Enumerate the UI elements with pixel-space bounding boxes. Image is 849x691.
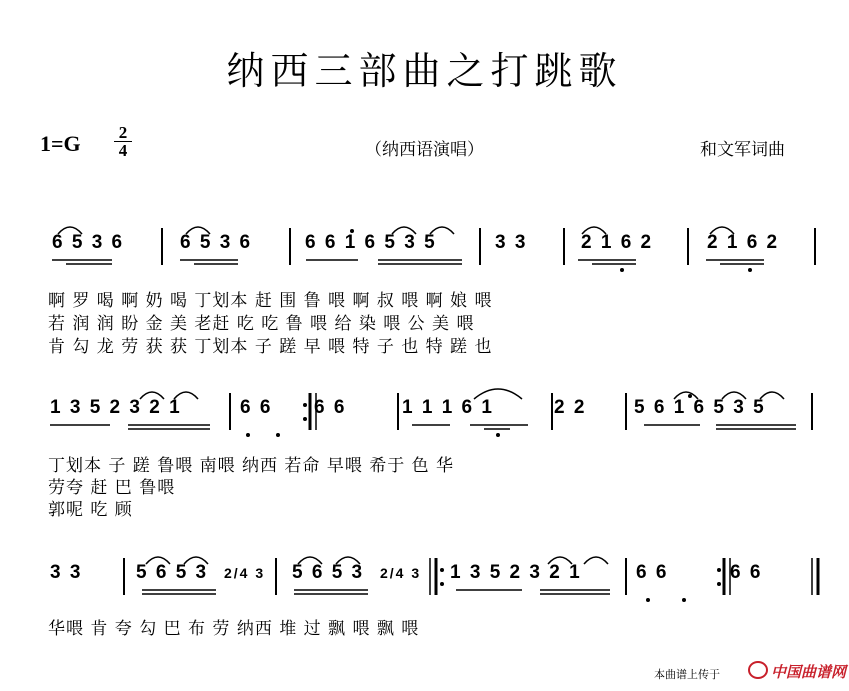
time-signature-bottom: 4 xyxy=(118,141,128,160)
staff-1-notes xyxy=(52,232,797,254)
measure: 2 1 6 2 xyxy=(581,232,654,253)
time-signature xyxy=(112,124,134,159)
composer-credit: 和文军词曲 xyxy=(700,140,785,160)
staff-1 xyxy=(0,210,849,280)
measure: 6 5 3 6 xyxy=(180,232,253,253)
measure: 6 6 xyxy=(636,562,669,583)
language-note: （纳西语演唱） xyxy=(365,140,484,160)
staff-3-lyrics-1: 华喂 肯 夸 勾 巴 布 劳 纳西 堆 过 飘 喂 飘 喂 xyxy=(48,619,420,639)
staff-3-notes xyxy=(50,562,800,584)
measure: 6 6 1 6 5 3 5 xyxy=(305,232,437,253)
measure: 1 3 5 2 3 2 1 xyxy=(450,562,582,583)
measure: 5 6 5 3 xyxy=(136,562,209,583)
site-watermark xyxy=(748,661,846,682)
staff-2-lyrics-1: 丁划本 子 蹉 鲁喂 南喂 纳西 若命 早喂 希于 色 华 xyxy=(48,456,455,476)
site-name: 中国曲谱网 xyxy=(771,663,847,681)
measure: 6 6 xyxy=(730,562,763,583)
measure: 5 6 5 3 xyxy=(292,562,365,583)
time-signature-top: 2 xyxy=(118,123,128,142)
measure: 1 3 5 2 3 2 1 xyxy=(50,397,182,418)
measure: 3 3 xyxy=(50,562,83,583)
measure: 2 1 6 2 xyxy=(707,232,780,253)
staff-1-lyrics-1: 啊 罗 喝 啊 奶 喝 丁划本 赶 围 鲁 喂 啊 叔 喂 啊 娘 喂 xyxy=(48,291,493,311)
measure: 6 6 xyxy=(240,397,273,418)
measure: 3 3 xyxy=(495,232,528,253)
measure: 2/4 3 xyxy=(224,565,266,581)
staff-2-lyrics-3: 郭呢 吃 顾 xyxy=(48,500,133,520)
staff-2-lyrics-2: 劳夸 赶 巴 鲁喂 xyxy=(48,478,176,498)
measure: 6 6 xyxy=(314,397,347,418)
key-signature: 1=G xyxy=(40,131,81,156)
page-title: 纳西三部曲之打跳歌 xyxy=(226,49,623,93)
measure: 2/4 3 xyxy=(380,565,422,581)
staff-2-notes xyxy=(50,397,804,419)
site-logo-icon xyxy=(748,661,768,679)
measure: 6 5 3 6 xyxy=(52,232,125,253)
staff-3 xyxy=(0,540,849,610)
measure: 2 2 xyxy=(554,397,587,418)
staff-1-lyrics-3: 肯 勾 龙 劳 获 获 丁划本 子 蹉 早 喂 特 子 也 特 蹉 也 xyxy=(48,337,493,357)
measure: 5 6 1 6 5 3 5 xyxy=(634,397,766,418)
upload-note: 本曲谱上传于 xyxy=(654,668,720,681)
staff-2 xyxy=(0,375,849,445)
staff-1-lyrics-2: 若 润 润 盼 金 美 老赶 吃 吃 鲁 喂 给 染 喂 公 美 喂 xyxy=(48,314,475,334)
measure: 1 1 1 6 1 xyxy=(402,397,494,418)
